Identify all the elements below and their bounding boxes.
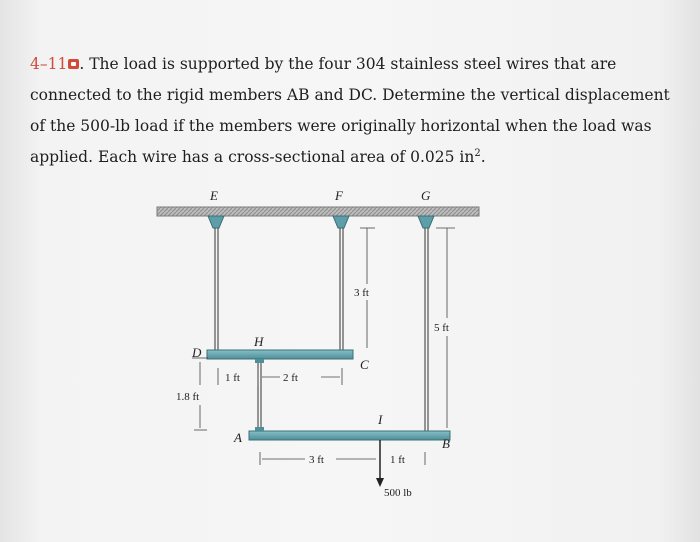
label-i: I bbox=[378, 412, 383, 427]
member-dc bbox=[207, 350, 353, 359]
problem-number: 4–11 bbox=[30, 55, 68, 73]
label-b: B bbox=[442, 436, 450, 451]
label-c: C bbox=[360, 357, 369, 372]
ceiling-support bbox=[157, 207, 479, 216]
dim-1ft-lower: 1 ft bbox=[390, 454, 405, 466]
problem-line-3: of the 500-lb load if the members were originally horizontal when the load was bbox=[30, 117, 652, 135]
member-ab bbox=[249, 431, 450, 440]
label-g: G bbox=[421, 188, 431, 203]
bracket-f bbox=[333, 216, 349, 228]
bracket-e bbox=[208, 216, 224, 228]
dim-2ft: 2 ft bbox=[283, 372, 298, 384]
wires bbox=[215, 228, 428, 432]
label-h: H bbox=[254, 334, 264, 349]
label-e: E bbox=[210, 188, 218, 203]
pin-a bbox=[255, 427, 264, 431]
dim-3ft-top: 3 ft bbox=[354, 287, 369, 299]
dim-1-8ft: 1.8 ft bbox=[176, 391, 200, 403]
label-d: D bbox=[192, 345, 202, 360]
problem-line-2: connected to the rigid members AB and DC. Determine the vertical displacement bbox=[30, 86, 670, 104]
pin-h bbox=[255, 359, 264, 363]
problem-line-1: 4–11 . The load is supported by the four 304 stainless steel wires that are bbox=[30, 55, 617, 73]
label-f: F bbox=[335, 188, 343, 203]
bracket-g bbox=[418, 216, 434, 228]
dim-3ft-bottom: 3 ft bbox=[309, 454, 324, 466]
load-label: 500 lb bbox=[384, 487, 412, 499]
dimension-lines bbox=[192, 228, 455, 465]
dim-5ft: 5 ft bbox=[434, 322, 449, 334]
label-a: A bbox=[234, 430, 242, 445]
load-arrowhead bbox=[376, 478, 384, 487]
dim-1ft-upper: 1 ft bbox=[225, 372, 240, 384]
problem-line-4: applied. Each wire has a cross-sectional area of 0.025 $in^2$. bbox=[30, 147, 486, 166]
